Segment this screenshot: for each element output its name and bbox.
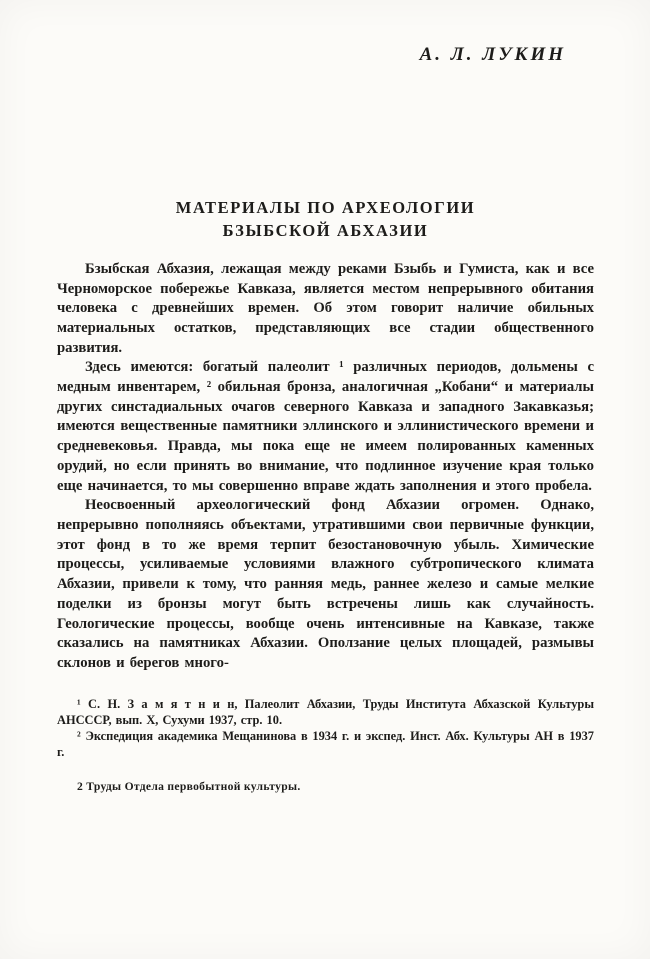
article-title	[57, 196, 594, 243]
printers-signature-line: 2 Труды Отдела первобытной культуры.	[77, 779, 301, 793]
paragraph-1: Бзыбская Абхазия, лежащая между реками Бзыбь и Гумиста, как и все Черноморское побережье Кавказа, является местом непрерывного обитания человека с древнейших времен. Об этом говорит наличие обильных материальных остатков, представляющих все стадии общественного развития.	[57, 260, 594, 356]
footnotes-block	[57, 696, 594, 760]
author-name: А. Л. ЛУКИН	[419, 44, 566, 65]
footnote-2: ² Экспедиция академика Мещанинова в 1934 г. и экспед. Инст. Абх. Культуры АН в 1937 г.	[57, 728, 594, 759]
footnote-1: ¹ С. Н. З а м я т н и н, Палеолит Абхазии, Труды Института Абхазской Культуры АНСССР, вып. X, Сухуми 1937, стр. 10.	[57, 696, 594, 727]
paragraph-3: Неосвоенный археологический фонд Абхазии огромен. Однако, непрерывно пополняясь объектами, утратившими свои первичные функции, этот фонд в то же время терпит безостановочную убыль. Химические процессы, усиливаемые условиями влажного субтропического климата Абхазии, привели к тому, что ранняя медь, раннее железо и самые мелкие поделки из бронзы могут быть встречены лишь как случайность. Геологические процессы, вообще очень интенсивные на Кавказе, также сказались на памятниках Абхазии. Оползание целых площадей, размывы склонов и берегов много-	[57, 497, 594, 671]
article-title-line1: МАТЕРИАЛЫ ПО АРХЕОЛОГИИ	[175, 198, 476, 217]
article-title-line2: БЗЫБСКОЙ АБХАЗИИ	[222, 221, 429, 241]
paragraph-2: Здесь имеются: богатый палеолит ¹ различных периодов, дольмены с медным инвентарем, ² обильная бронза, аналогичная „Кобани“ и материалы других синстадиальных очагов северного Кавказа и западного Закавказья; имеются вещественные памятники эллинского и эллинистического времени и средневековья. Правда, мы пока еще не имеем полированных каменных орудий, но если принять во внимание, что подлинное изучение края только еще начинается, то мы совершенно вправе ждать заполнения и этого пробела.	[57, 359, 594, 494]
text-column	[57, 0, 594, 793]
article-body	[57, 260, 594, 674]
